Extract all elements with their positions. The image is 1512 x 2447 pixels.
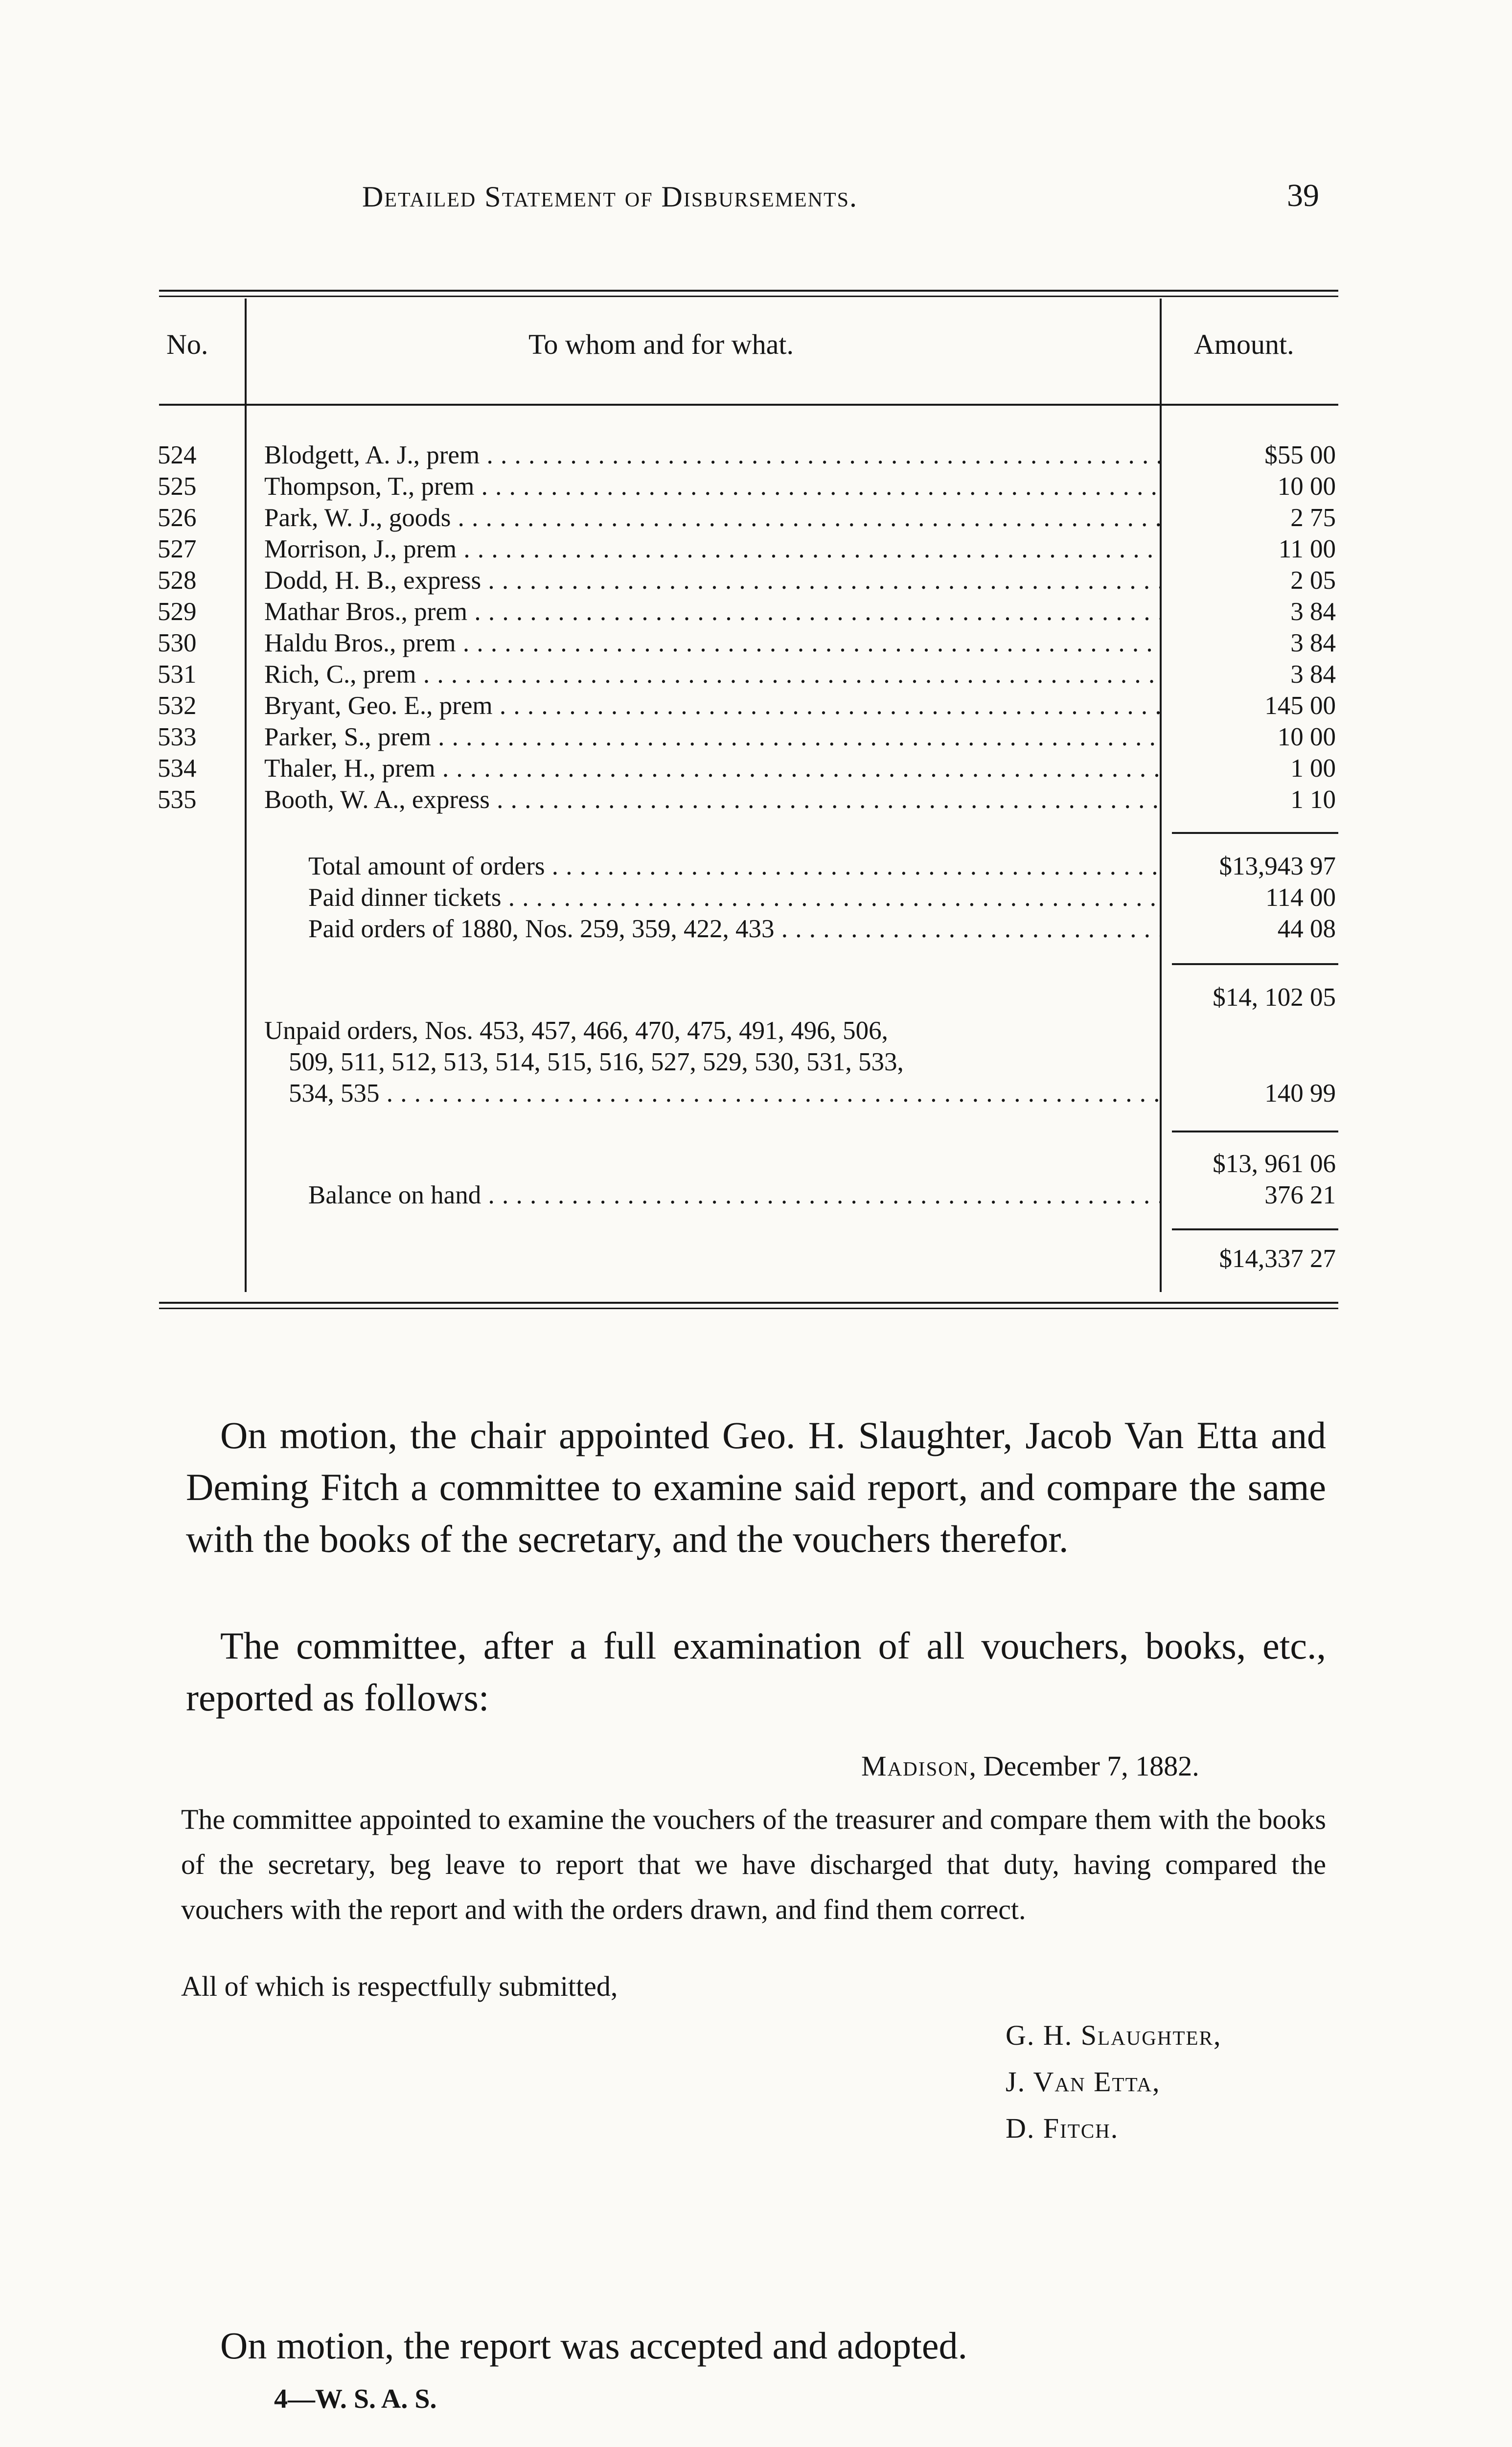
column-divider-left bbox=[245, 299, 247, 1292]
row-amount: 11 00 bbox=[1278, 535, 1336, 563]
total-orders-label: Total amount of orders . . . bbox=[308, 851, 1160, 882]
balance-label: Balance on hand . . . bbox=[308, 1179, 1160, 1211]
committee-paragraph: The committee, after a full examination of all vouchers, books, etc., reported as follows: bbox=[186, 1624, 1326, 1719]
column-divider-right bbox=[1160, 299, 1162, 1292]
row-amount: 2 05 bbox=[1290, 566, 1336, 595]
row-description: Parker, S., prem . . . bbox=[264, 721, 1160, 753]
row-number: 524 bbox=[158, 441, 197, 469]
row-number: 533 bbox=[158, 723, 197, 751]
unpaid-orders-line: 509, 511, 512, 513, 514, 515, 516, 527, 529, 530, 531, 533, bbox=[289, 1048, 904, 1076]
table-bottom-rule bbox=[159, 1302, 1338, 1304]
subtotal-amount: $13, 961 06 bbox=[1213, 1150, 1336, 1178]
signature-mark: 4—W. S. A. S. bbox=[274, 2384, 437, 2414]
row-amount: 145 00 bbox=[1264, 692, 1336, 720]
row-number: 534 bbox=[158, 754, 197, 783]
row-description: Bryant, Geo. E., prem . . . bbox=[264, 690, 1160, 721]
dinner-tickets-label: Paid dinner tickets . . . bbox=[308, 882, 1160, 913]
total-orders-amount: $13,943 97 bbox=[1219, 852, 1336, 880]
unpaid-orders-line: 534, 535 . . . bbox=[289, 1078, 1160, 1109]
row-description: Rich, C., prem . . . bbox=[264, 659, 1160, 690]
row-description: Thaler, H., prem . . . bbox=[264, 753, 1160, 784]
sum-rule bbox=[1172, 832, 1338, 834]
running-head: Detailed Statement of Disbursements. bbox=[362, 181, 858, 213]
dinner-tickets-amount: 114 00 bbox=[1265, 883, 1336, 912]
row-description: Blodgett, A. J., prem . . . bbox=[264, 439, 1160, 471]
row-number: 529 bbox=[158, 598, 197, 626]
report-text: The committee appointed to examine the vouchers of the treasurer and compare them with the books of the secretary, beg leave to report that we have discharged that duty, having compared the vouchers with the report and with the orders drawn, and find them correct. bbox=[181, 1803, 1326, 1925]
row-amount: 10 00 bbox=[1277, 723, 1336, 751]
unpaid-orders-line: Unpaid orders, Nos. 453, 457, 466, 470, 475, 491, 496, 506, bbox=[264, 1016, 888, 1045]
report-dateline: Madison, December 7, 1882. bbox=[861, 1750, 1199, 1782]
signatory: J. Van Etta, bbox=[1006, 2066, 1161, 2098]
column-header-amount: Amount. bbox=[1194, 328, 1294, 360]
adoption-paragraph: On motion, the report was accepted and adopted. bbox=[220, 2324, 967, 2367]
motion-paragraph: On motion, the chair appointed Geo. H. Slaughter, Jacob Van Etta and Deming Fitch a committee to examine said report, and compare the same with the books of the secretary, and the vouchers therefor. bbox=[186, 1414, 1326, 1560]
subtotal-amount: $14, 102 05 bbox=[1213, 983, 1336, 1012]
row-number: 532 bbox=[158, 692, 197, 720]
row-number: 526 bbox=[158, 504, 197, 532]
row-description: Mathar Bros., prem . . . bbox=[264, 596, 1160, 627]
signatory: D. Fitch. bbox=[1006, 2112, 1119, 2144]
row-amount: 1 10 bbox=[1290, 785, 1336, 814]
signatory: G. H. Slaughter, bbox=[1006, 2019, 1222, 2051]
row-description: Morrison, J., prem . . . bbox=[264, 533, 1160, 565]
row-description: Booth, W. A., express . . . bbox=[264, 784, 1160, 815]
orders-1880-label: Paid orders of 1880, Nos. 259, 359, 422, 433 . . . bbox=[308, 913, 1160, 945]
row-number: 530 bbox=[158, 629, 197, 657]
table-top-rule-2 bbox=[159, 296, 1338, 297]
row-number: 525 bbox=[158, 472, 197, 501]
row-number: 535 bbox=[158, 785, 197, 814]
row-number: 528 bbox=[158, 566, 197, 595]
row-amount: 2 75 bbox=[1290, 504, 1336, 532]
row-number: 531 bbox=[158, 660, 197, 689]
row-amount: $55 00 bbox=[1264, 441, 1336, 469]
column-header-no: No. bbox=[166, 328, 208, 360]
row-description: Haldu Bros., prem . . . bbox=[264, 627, 1160, 659]
table-top-rule bbox=[159, 290, 1338, 292]
table-bottom-rule-2 bbox=[159, 1308, 1338, 1309]
row-amount: 10 00 bbox=[1277, 472, 1336, 501]
sum-rule bbox=[1172, 1131, 1338, 1132]
row-amount: 1 00 bbox=[1290, 754, 1336, 783]
row-number: 527 bbox=[158, 535, 197, 563]
row-description: Dodd, H. B., express . . . bbox=[264, 565, 1160, 596]
row-amount: 3 84 bbox=[1290, 629, 1336, 657]
row-description: Park, W. J., goods . . . bbox=[264, 502, 1160, 533]
grand-total-amount: $14,337 27 bbox=[1219, 1245, 1336, 1273]
row-description: Thompson, T., prem . . . bbox=[264, 471, 1160, 502]
report-closing: All of which is respectfully submitted, bbox=[181, 1970, 618, 2002]
column-header-description: To whom and for what. bbox=[528, 328, 794, 360]
unpaid-orders-amount: 140 99 bbox=[1264, 1079, 1336, 1108]
balance-amount: 376 21 bbox=[1264, 1181, 1336, 1209]
sum-rule bbox=[1172, 963, 1338, 965]
sum-rule bbox=[1172, 1228, 1338, 1230]
row-amount: 3 84 bbox=[1290, 598, 1336, 626]
page-number: 39 bbox=[1287, 178, 1319, 213]
row-amount: 3 84 bbox=[1290, 660, 1336, 689]
orders-1880-amount: 44 08 bbox=[1277, 915, 1336, 943]
